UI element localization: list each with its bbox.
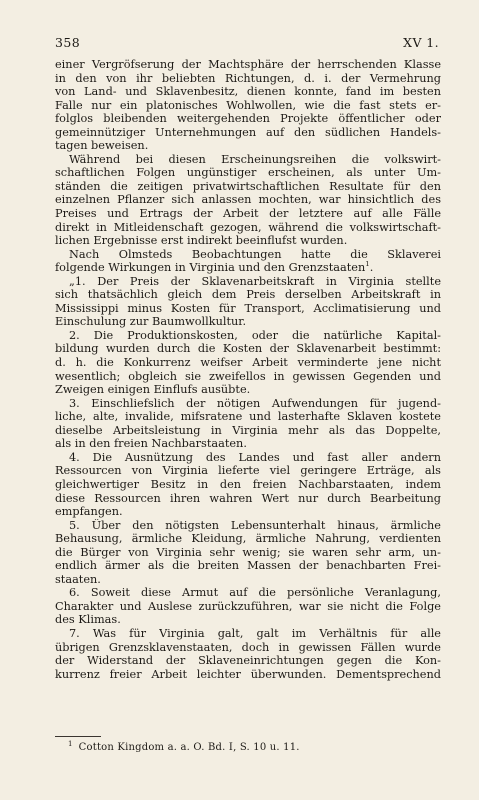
text-line: empfangen. <box>55 505 123 519</box>
text-line: von Land- und Sklavenbesitz, dienen konnte, fand im besten <box>55 85 441 99</box>
text-line: übrigen Grenzsklavenstaaten, doch in gewissen Fällen wurde <box>55 640 441 654</box>
text-line: gemeinnütziger Unternehmungen auf den südlichen Handels- <box>55 125 441 139</box>
footnote <box>68 739 300 753</box>
text-line: 7. Was für Virginia galt, galt im Verhältnis für alle <box>69 626 441 640</box>
text-line: d. h. die Konkurrenz weifser Arbeit verminderte jene nicht <box>55 356 441 370</box>
text-line: Ressourcen von Virginia lieferte viel geringere Erträge, als <box>55 464 441 478</box>
text-line: 4. Die Ausnützung des Landes und fast aller andern <box>69 450 441 464</box>
text-line: gleichwertiger Besitz in den freien Nachbarstaaten, indem <box>55 477 441 491</box>
chapter-reference: XV 1. <box>403 35 439 50</box>
text-line: in den von ihr beliebten Richtungen, d. i. der Vermehrung <box>55 71 441 85</box>
text-line: lichen Ergebnisse erst indirekt beeinflufst wurden. <box>55 234 348 248</box>
text-line: wesentlich; obgleich sie zweifellos in gewissen Gegenden und <box>55 369 441 383</box>
text-line: folglos bleibenden weitergehenden Projekte öffentlicher oder <box>55 112 441 126</box>
text-line: 6. Soweit diese Armut auf die persönliche Veranlagung, <box>69 586 441 600</box>
text-line: die Bürger von Virginia sehr wenig; sie waren sehr arm, un- <box>55 545 441 559</box>
text-line: liche, alte, invalide, mifsratene und lasterhafte Sklaven kostete <box>55 410 441 424</box>
text-line: Einschulung zur Baumwollkultur. <box>55 315 247 329</box>
footnote-rule <box>55 736 101 737</box>
footnote-marker: 1 <box>68 739 73 748</box>
text-line: schaftlichen Folgen ungünstiger erscheinen, als unter Um- <box>55 166 441 180</box>
text-line: „1. Der Preis der Sklavenarbeitskraft in Virginia stellte <box>69 274 441 288</box>
body-text <box>55 58 441 681</box>
text-line: folgende Wirkungen in Virginia und den Grenzstaaten$^1$. <box>55 261 374 275</box>
text-line-content: folgende Wirkungen in Virginia und den Grenzstaaten <box>55 261 366 275</box>
text-line: staaten. <box>55 572 101 586</box>
text-line: endlich ärmer als die breiten Massen der benachbarten Frei- <box>55 559 441 573</box>
text-line: sich thatsächlich gleich dem Preis derselben Arbeitskraft in <box>55 288 441 302</box>
running-header <box>55 35 439 51</box>
text-line: bildung wurden durch die Kosten der Sklavenarbeit bestimmt: <box>55 342 441 356</box>
text-line: kurrenz freier Arbeit leichter überwunden. Dementsprechend <box>55 667 441 681</box>
text-line: einzelnen Pflanzer sich anlassen mochten, war hinsichtlich des <box>55 193 441 207</box>
text-line: diese Ressourcen ihren wahren Wert nur durch Bearbeitung <box>55 491 441 505</box>
text-line: Nach Olmsteds Beobachtungen hatte die Sklaverei <box>69 247 441 261</box>
text-line: einer Vergröfserung der Machtsphäre der herrschenden Klasse <box>55 58 441 71</box>
text-line: 3. Einschliefslich der nötigen Aufwendungen für jugend- <box>69 396 441 410</box>
footnote-reference: 1 <box>365 261 370 269</box>
text-line: Charakter und Auslese zurückzuführen, war sie nicht die Folge <box>55 599 441 613</box>
footnote-text: Cotton Kingdom a. a. O. Bd. I, S. 10 u. 11. <box>78 742 300 753</box>
text-line: der Widerstand der Sklaveneinrichtungen gegen die Kon- <box>55 654 441 668</box>
text-line: ständen die zeitigen privatwirtschaftlichen Resultate für den <box>55 179 441 193</box>
text-line: Behausung, ärmliche Kleidung, ärmliche Nahrung, verdienten <box>55 532 441 546</box>
text-line: Falle nur ein platonisches Wohlwollen, wie die fast stets er- <box>55 98 441 112</box>
text-line: 5. Über den nötigsten Lebensunterhalt hinaus, ärmliche <box>69 518 441 532</box>
text-line: Preises und Ertrags der Arbeit der letztere auf alle Fälle <box>55 207 441 221</box>
text-line: Zweigen einigen Einflufs ausübte. <box>55 383 251 397</box>
text-line: des Klimas. <box>55 613 121 627</box>
text-line: als in den freien Nachbarstaaten. <box>55 437 247 451</box>
text-line: Mississippi minus Kosten für Transport, Acclimatisierung und <box>55 301 441 315</box>
text-line: tagen beweisen. <box>55 139 149 153</box>
text-line: dieselbe Arbeitsleistung in Virginia mehr als das Doppelte, <box>55 423 441 437</box>
text-line: direkt in Mitleidenschaft gezogen, während die volkswirtschaft- <box>55 220 441 234</box>
text-line: 2. Die Produktionskosten, oder die natürliche Kapital- <box>69 328 441 342</box>
text-line: Während bei diesen Erscheinungsreihen die volkswirt- <box>69 152 441 166</box>
page-number: 358 <box>55 35 81 50</box>
